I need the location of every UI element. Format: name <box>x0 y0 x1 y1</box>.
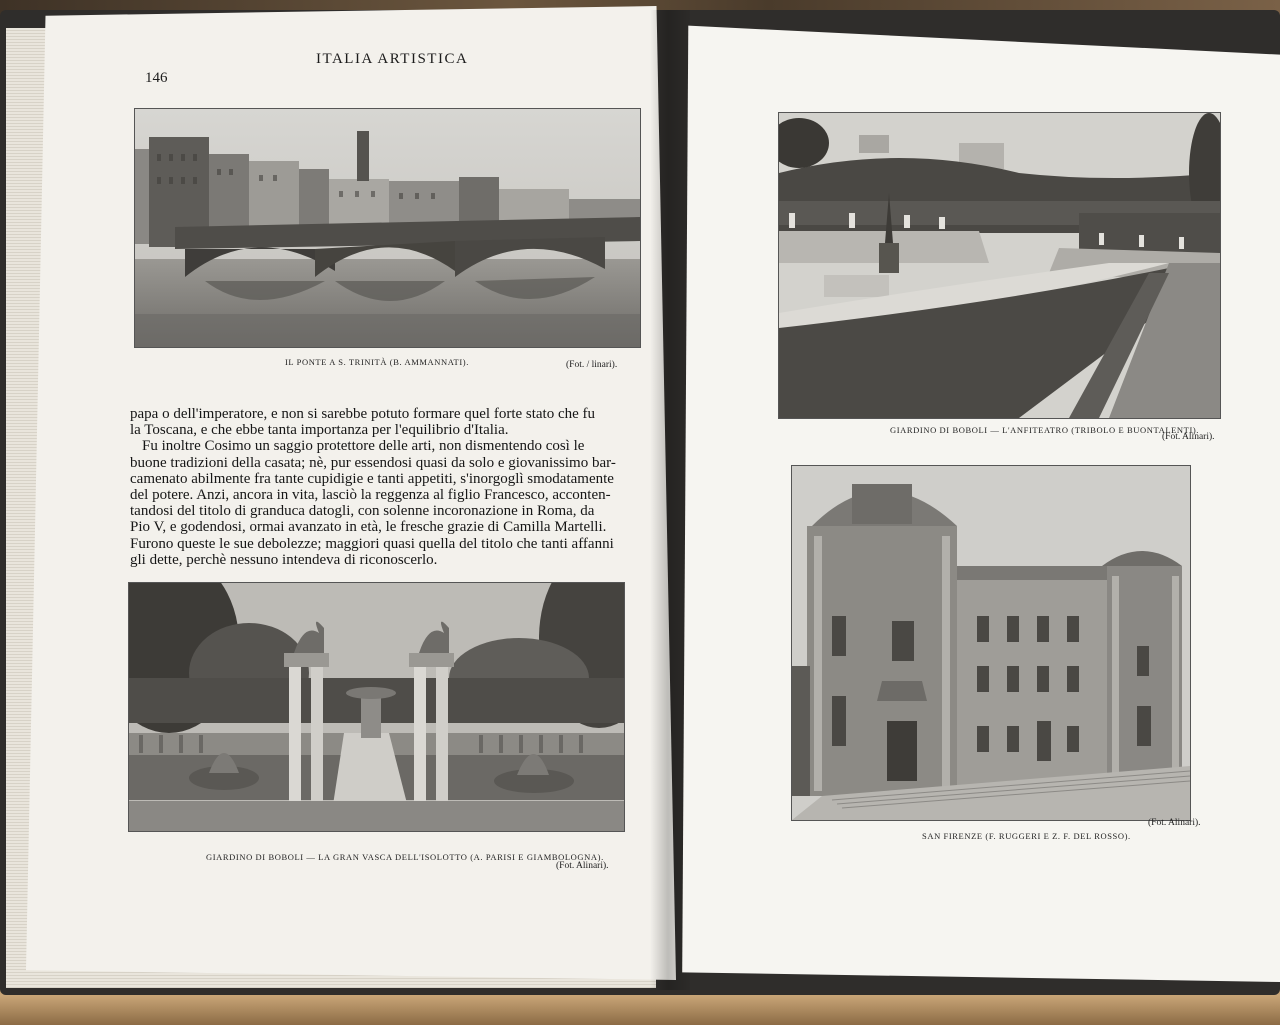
isolotto-fountain-photo <box>128 582 625 832</box>
text-line: camenato abilmente fra tante cupidigie e tanti appetiti, s'inorgoglì smodatamente <box>130 470 614 487</box>
amphitheatre-credit: (Fot. Alinari). <box>1162 432 1215 442</box>
bridge-caption: IL PONTE A S. TRINITÀ (B. AMMANNATI). <box>285 357 469 367</box>
amphitheatre-caption: GIARDINO DI BOBOLI — L'ANFITEATRO (TRIBOLO E BUONTALENTI). <box>890 425 1200 435</box>
text-line: Fu inoltre Cosimo un saggio protettore delle arti, non dismentendo così le <box>142 438 585 455</box>
text-line: buone tradizioni della casata; nè, pur essendosi quasi da solo e giovanissimo bar- <box>130 454 616 471</box>
body-text <box>130 406 638 568</box>
san-firenze-credit: (Fot. Alinari). <box>1148 818 1201 828</box>
text-line: Pio V, e godendosi, ormai avanzato in età, le fresche grazie di Camilla Martelli. <box>130 519 607 536</box>
san-firenze-caption: SAN FIRENZE (F. RUGGERI E Z. F. DEL ROSSO). <box>922 831 1131 841</box>
bridge-photo <box>134 108 641 348</box>
bridge-credit: (Fot. / linari). <box>566 360 618 370</box>
san-firenze-photo <box>791 465 1191 821</box>
amphitheatre-photo <box>778 112 1221 419</box>
isolotto-credit: (Fot. Alinari). <box>556 861 609 871</box>
running-title: ITALIA ARTISTICA <box>316 51 469 67</box>
text-line: tandosi del titolo di granduca datogli, con solenne incoronazione in Roma, da <box>130 503 595 520</box>
text-line: del potere. Anzi, ancora in vita, lasciò la reggenza al figlio Francesco, acconten- <box>130 487 611 504</box>
text-line: la Toscana, e che ebbe tanta importanza per l'equilibrio d'Italia. <box>130 422 509 439</box>
text-line: gli dette, perchè nessuno intendeva di riconoscerlo. <box>130 551 438 568</box>
text-line: papa o dell'imperatore, e non si sarebbe potuto formare quel forte stato che fu <box>130 406 596 422</box>
isolotto-caption: GIARDINO DI BOBOLI — LA GRAN VASCA DELL'ISOLOTTO (A. PARISI E GIAMBOLOGNA). <box>206 852 604 862</box>
text-line: Furono queste le sue debolezze; maggiori quasi quella del titolo che tanti affanni <box>130 535 614 552</box>
page-number: 146 <box>145 70 168 86</box>
